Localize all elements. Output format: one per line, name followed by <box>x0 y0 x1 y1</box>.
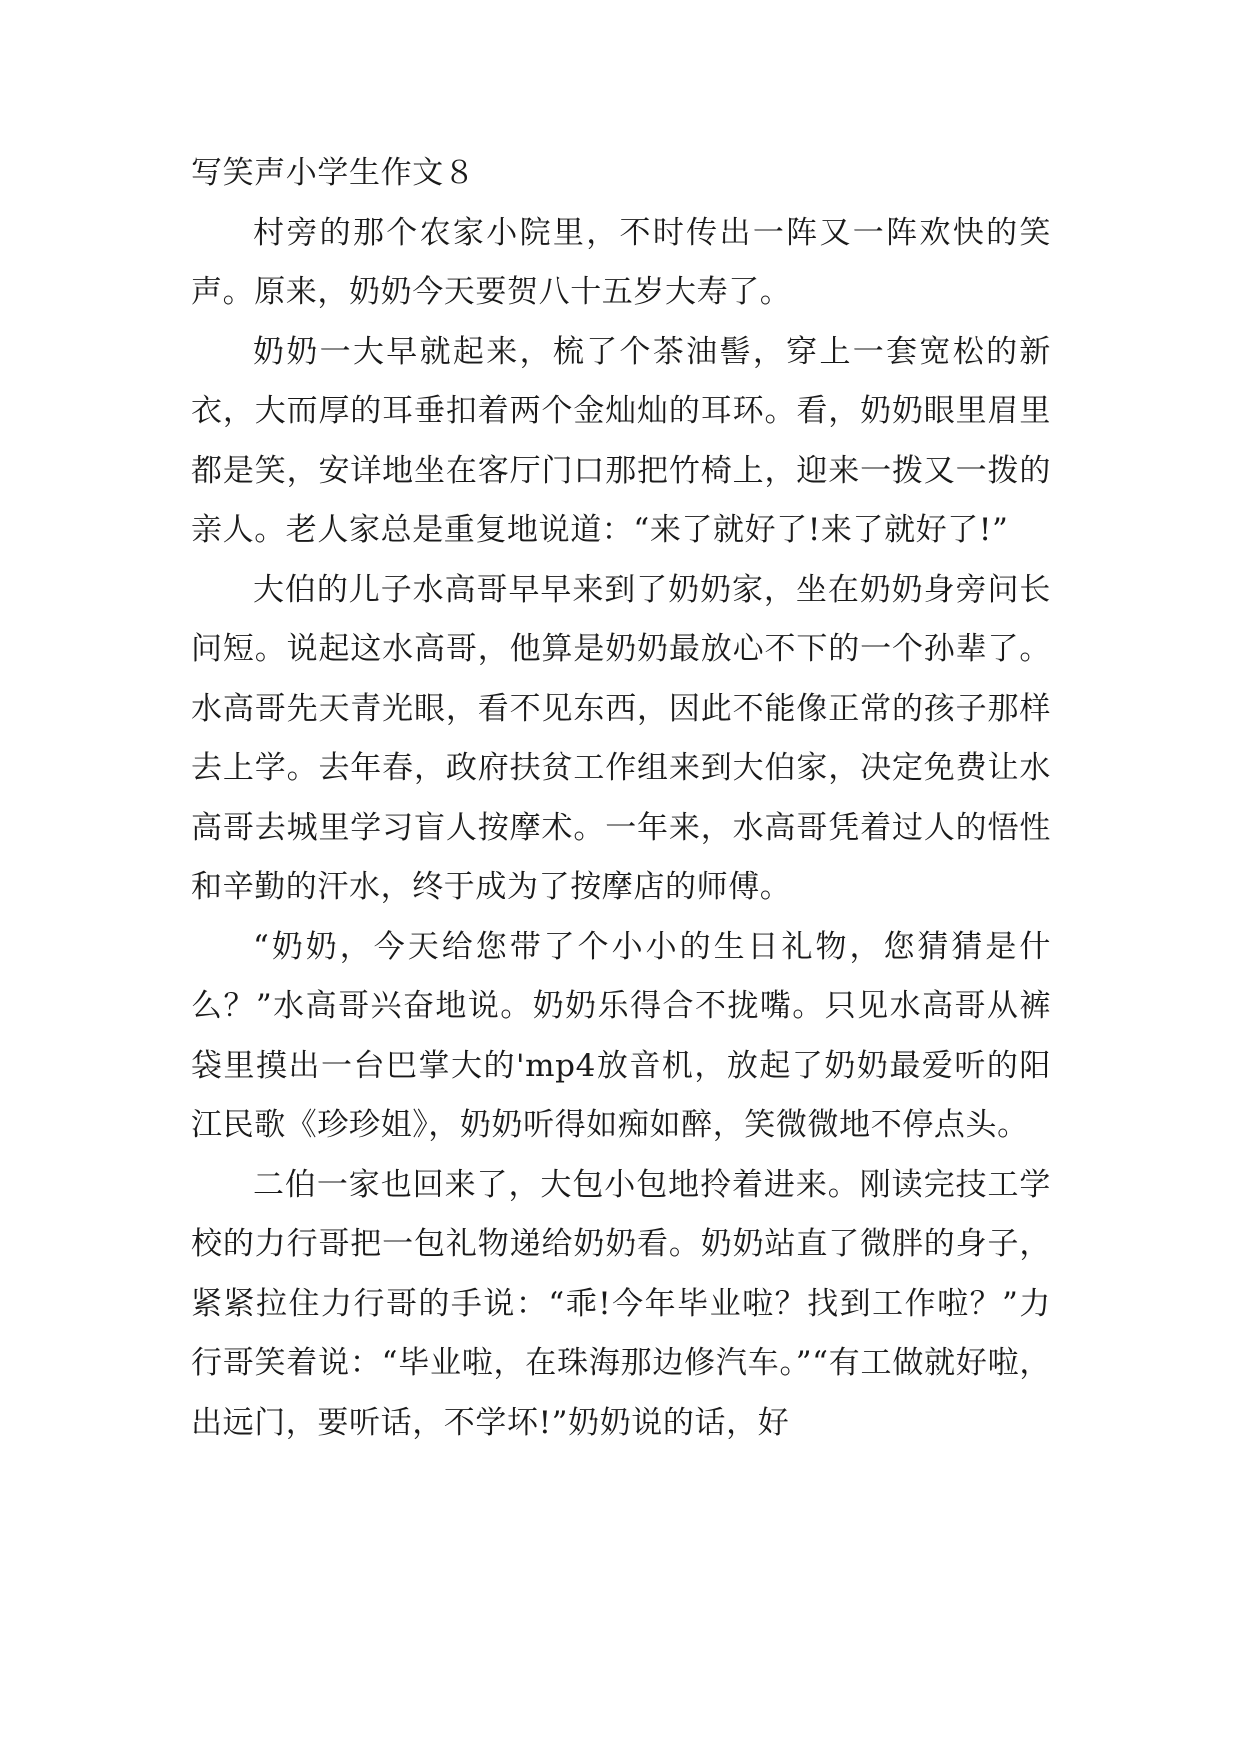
paragraph: 奶奶一大早就起来，梳了个茶油髻，穿上一套宽松的新衣，大而厚的耳垂扣着两个金灿灿的耳环。看，奶奶眼里眉里都是笑，安详地坐在客厅门口那把竹椅上，迎来一拨又一拨的亲人。老人家总是重复地说道：“来了就好了!来了就好了!” <box>191 333 1051 548</box>
paragraph: 二伯一家也回来了，大包小包地拎着进来。刚读完技工学校的力行哥把一包礼物递给奶奶看。奶奶站直了微胖的身子，紧紧拉住力行哥的手说：“乖!今年毕业啦？找到工作啦？”力行哥笑着说：“毕业啦，在珠海那边修汽车。”“有工做就好啦，出远门，要听话，不学坏!”奶奶说的话，好 <box>191 1166 1051 1441</box>
paragraph: 村旁的那个农家小院里，不时传出一阵又一阵欢快的笑声。原来，奶奶今天要贺八十五岁大寿了。 <box>191 214 1051 310</box>
paragraph: 大伯的儿子水高哥早早来到了奶奶家，坐在奶奶身旁问长问短。说起这水高哥，他算是奶奶最放心不下的一个孙辈了。水高哥先天青光眼，看不见东西，因此不能像正常的孩子那样去上学。去年春，政府扶贫工作组来到大伯家，决定免费让水高哥去城里学习盲人按摩术。一年来，水高哥凭着过人的悟性和辛勤的汗水，终于成为了按摩店的师傅。 <box>191 571 1051 905</box>
document-page <box>191 144 1051 1453</box>
paragraph: “奶奶，今天给您带了个小小的生日礼物，您猜猜是什么？”水高哥兴奋地说。奶奶乐得合不拢嘴。只见水高哥从裤袋里摸出一台巴掌大的'mp4放音机，放起了奶奶最爱听的阳江民歌《珍珍姐》，奶奶听得如痴如醉，笑微微地不停点头。 <box>191 928 1051 1143</box>
document-title: 写笑声小学生作文８ <box>191 155 476 191</box>
